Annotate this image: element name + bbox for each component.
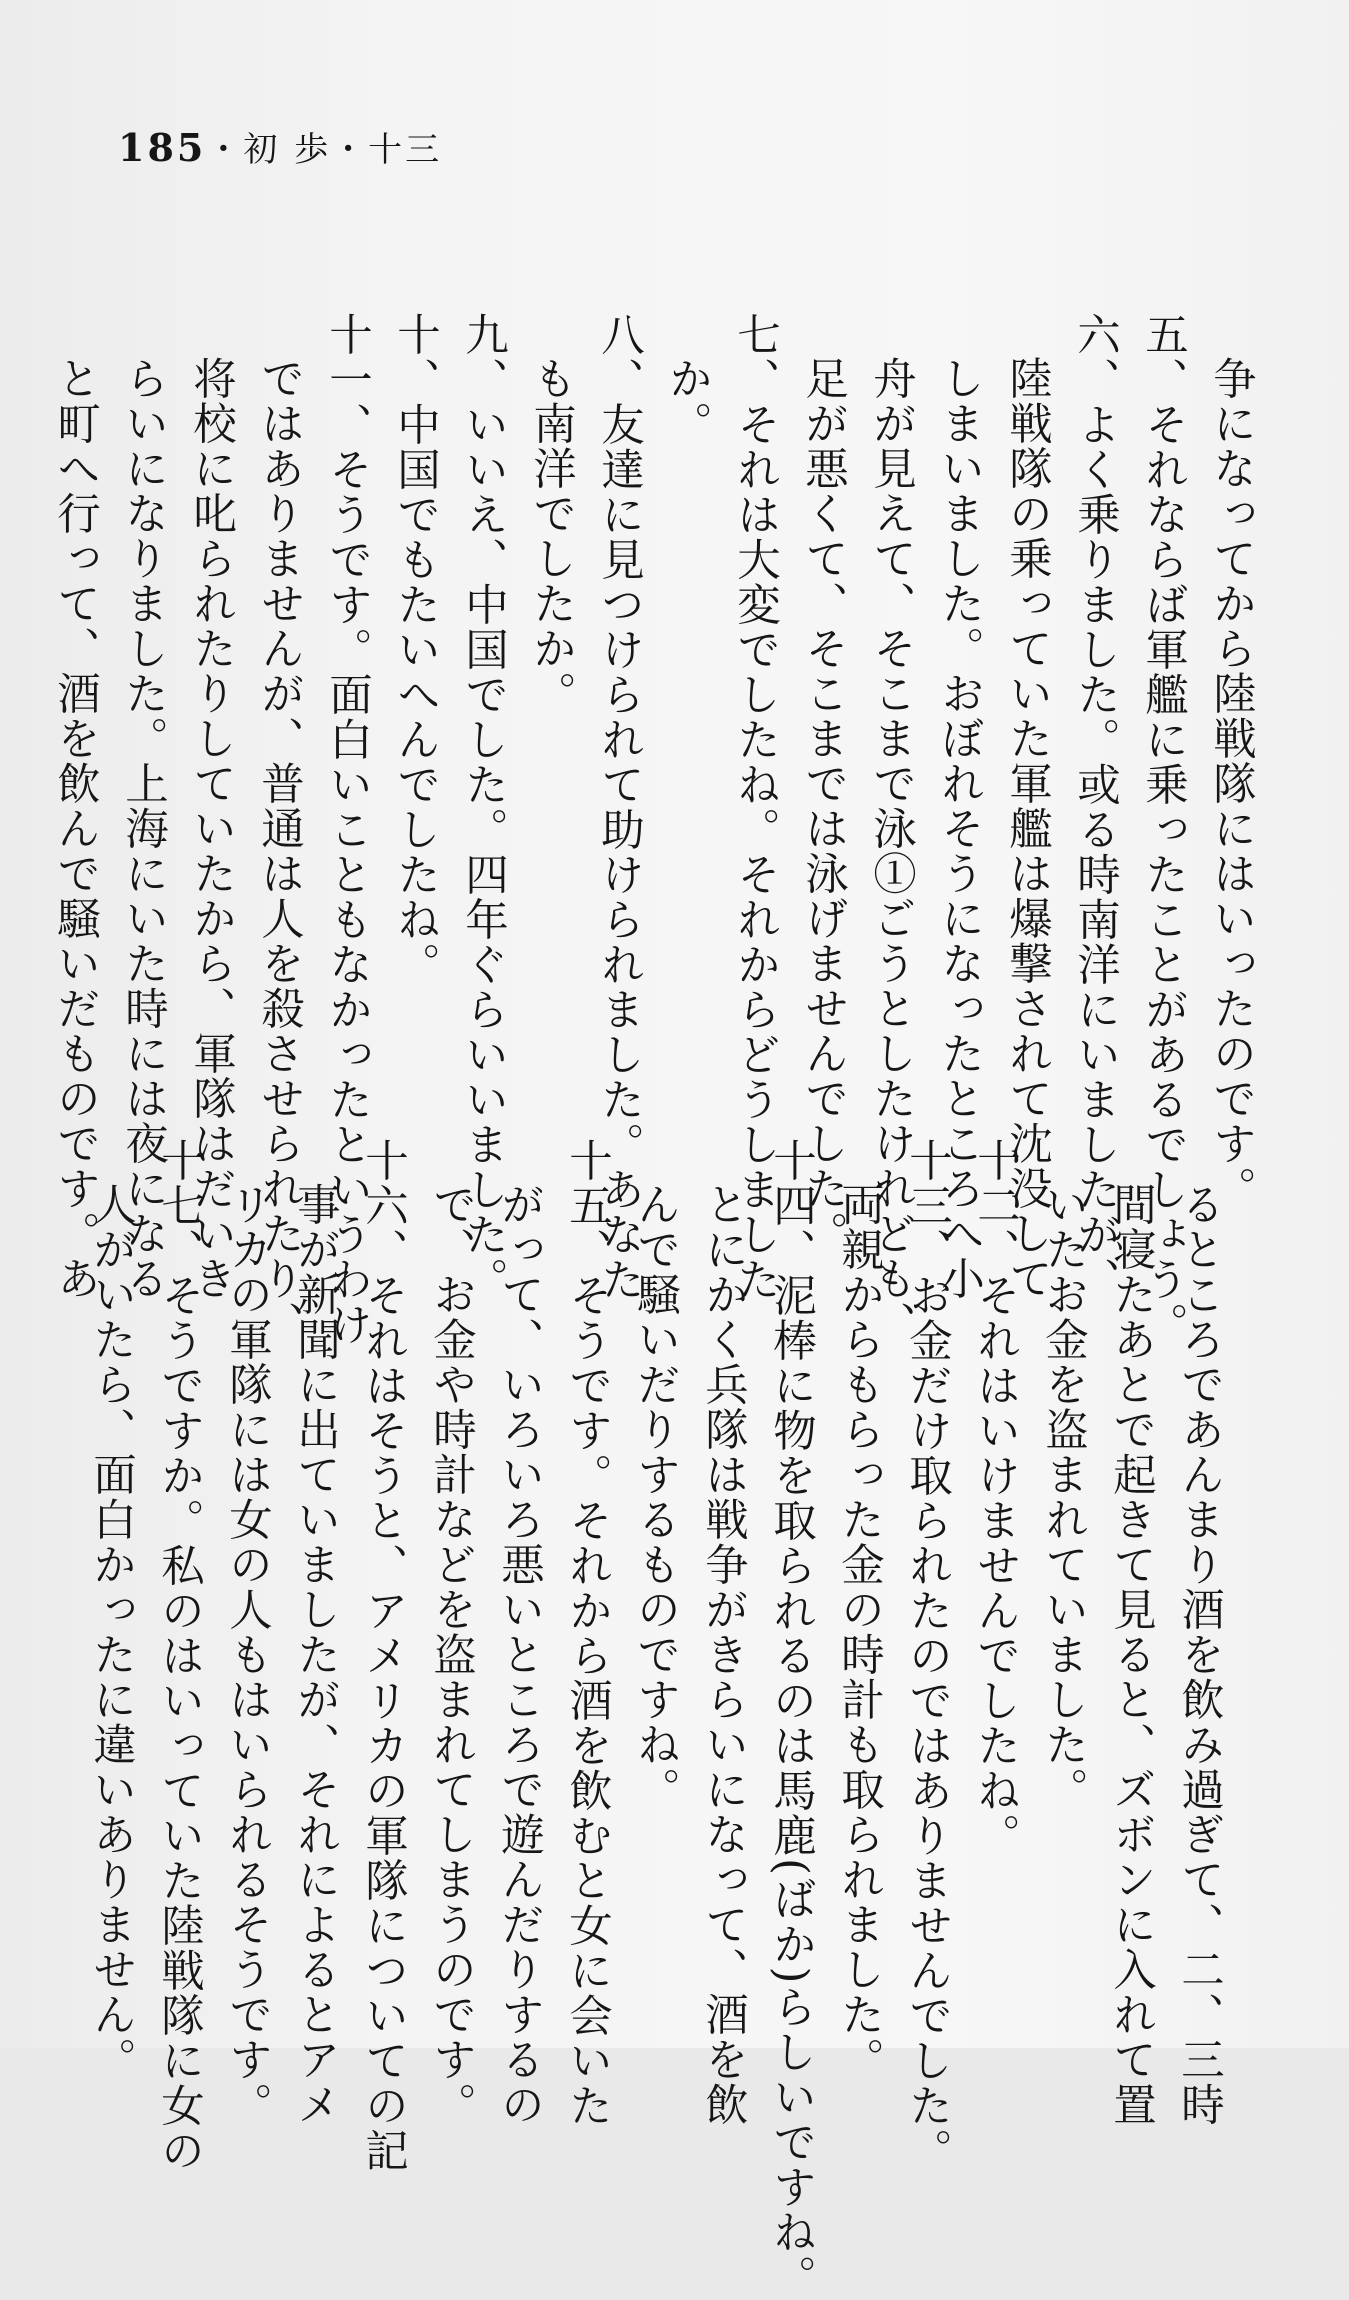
text-line: とにかく兵隊は戦争がきらいになって、酒を飲 (698, 1181, 748, 2127)
text-line: 八、友達に見つけられて助けられました。あなた (594, 312, 644, 1302)
text-line: 十五、そうです。それから酒を飲むと女に会いた (562, 1138, 612, 2128)
chapter-title: ・初 歩・十三 (206, 130, 443, 170)
text-line: 十四、泥棒に物を取られるのは馬鹿(ばか)らしいですね。 (766, 1138, 816, 2300)
text-line: 舟が見えて、そこまで泳①ごうとしたけれども、 (866, 355, 916, 1346)
text-line: らいになりました。上海にいた時には夜になる (118, 355, 168, 1301)
text-line: 陸戦隊の乗っていた軍艦は爆撃されて沈没して (1002, 355, 1052, 1301)
lower-text-block (77, 1138, 1233, 2300)
text-line: いたお金を盗まれていました。 (1038, 1181, 1088, 1812)
text-line: 十二、それはいけませんでしたね。 (970, 1138, 1020, 1858)
text-line: がって、いろいろ悪いところで遊んだりするの (494, 1181, 544, 2127)
text-line: 七、それは大変でしたね。それからどうしました (730, 312, 780, 1302)
text-line: 六、よく乗りました。或る時南洋にいましたが、 (1070, 312, 1120, 1302)
text-line: も南洋でしたか。 (526, 355, 576, 716)
text-line: 十三、お金だけ取られたのではありませんでした。 (902, 1138, 952, 2173)
text-line: 将校に叱られたりしていたから、軍隊はだいき (186, 355, 236, 1301)
page-number: 185 (118, 125, 207, 170)
text-line: 足が悪くて、そこまでは泳げませんでした。 (798, 355, 848, 1256)
text-line: 五、それならば軍艦に乗ったことがあるでしょう。 (1138, 312, 1188, 1347)
text-line: で、お金や時計などを盗まれてしまうのです。 (426, 1181, 476, 2127)
text-line: 両親からもらった金の時計も取られました。 (834, 1181, 884, 2082)
text-line: と町へ行って、酒を飲んで騒いだものです。あ (50, 355, 100, 1301)
text-line: 争になってから陸戦隊にはいったのです。 (1206, 355, 1256, 1211)
text-line: 十一、そうです。面白いこともなかったというわけ (322, 312, 372, 1347)
text-line: か。 (662, 355, 712, 446)
text-line: 事が新聞に出ていましたが、それによるとアメ (290, 1181, 340, 2127)
text-line: 十七、そうですか。私のはいっていた陸戦隊に女の (154, 1138, 204, 2173)
text-line: しまいました。おぼれそうになったところへ小 (934, 355, 984, 1301)
text-line: 人がいたら、面白かったに違いありません。 (86, 1181, 136, 2082)
page-header (118, 122, 442, 171)
text-line: リカの軍隊には女の人もはいられるそうです。 (222, 1181, 272, 2127)
text-line: 間寝たあとで起きて見ると、ズボンに入れて置 (1106, 1181, 1156, 2127)
text-line: ではありませんが、普通は人を殺させられたり、 (254, 355, 304, 1346)
text-line: 九、いいえ、中国でした。四年ぐらいいました。 (458, 312, 508, 1302)
text-line: んで騒いだりするものですね。 (630, 1181, 680, 1812)
text-line: 十、中国でもたいへんでしたね。 (390, 312, 440, 987)
text-line: るところであんまり酒を飲み過ぎて、二、三時 (1174, 1181, 1224, 2127)
upper-text-block (41, 312, 1265, 1347)
text-line: 十六、それはそうと、アメリカの軍隊についての記 (358, 1138, 408, 2173)
